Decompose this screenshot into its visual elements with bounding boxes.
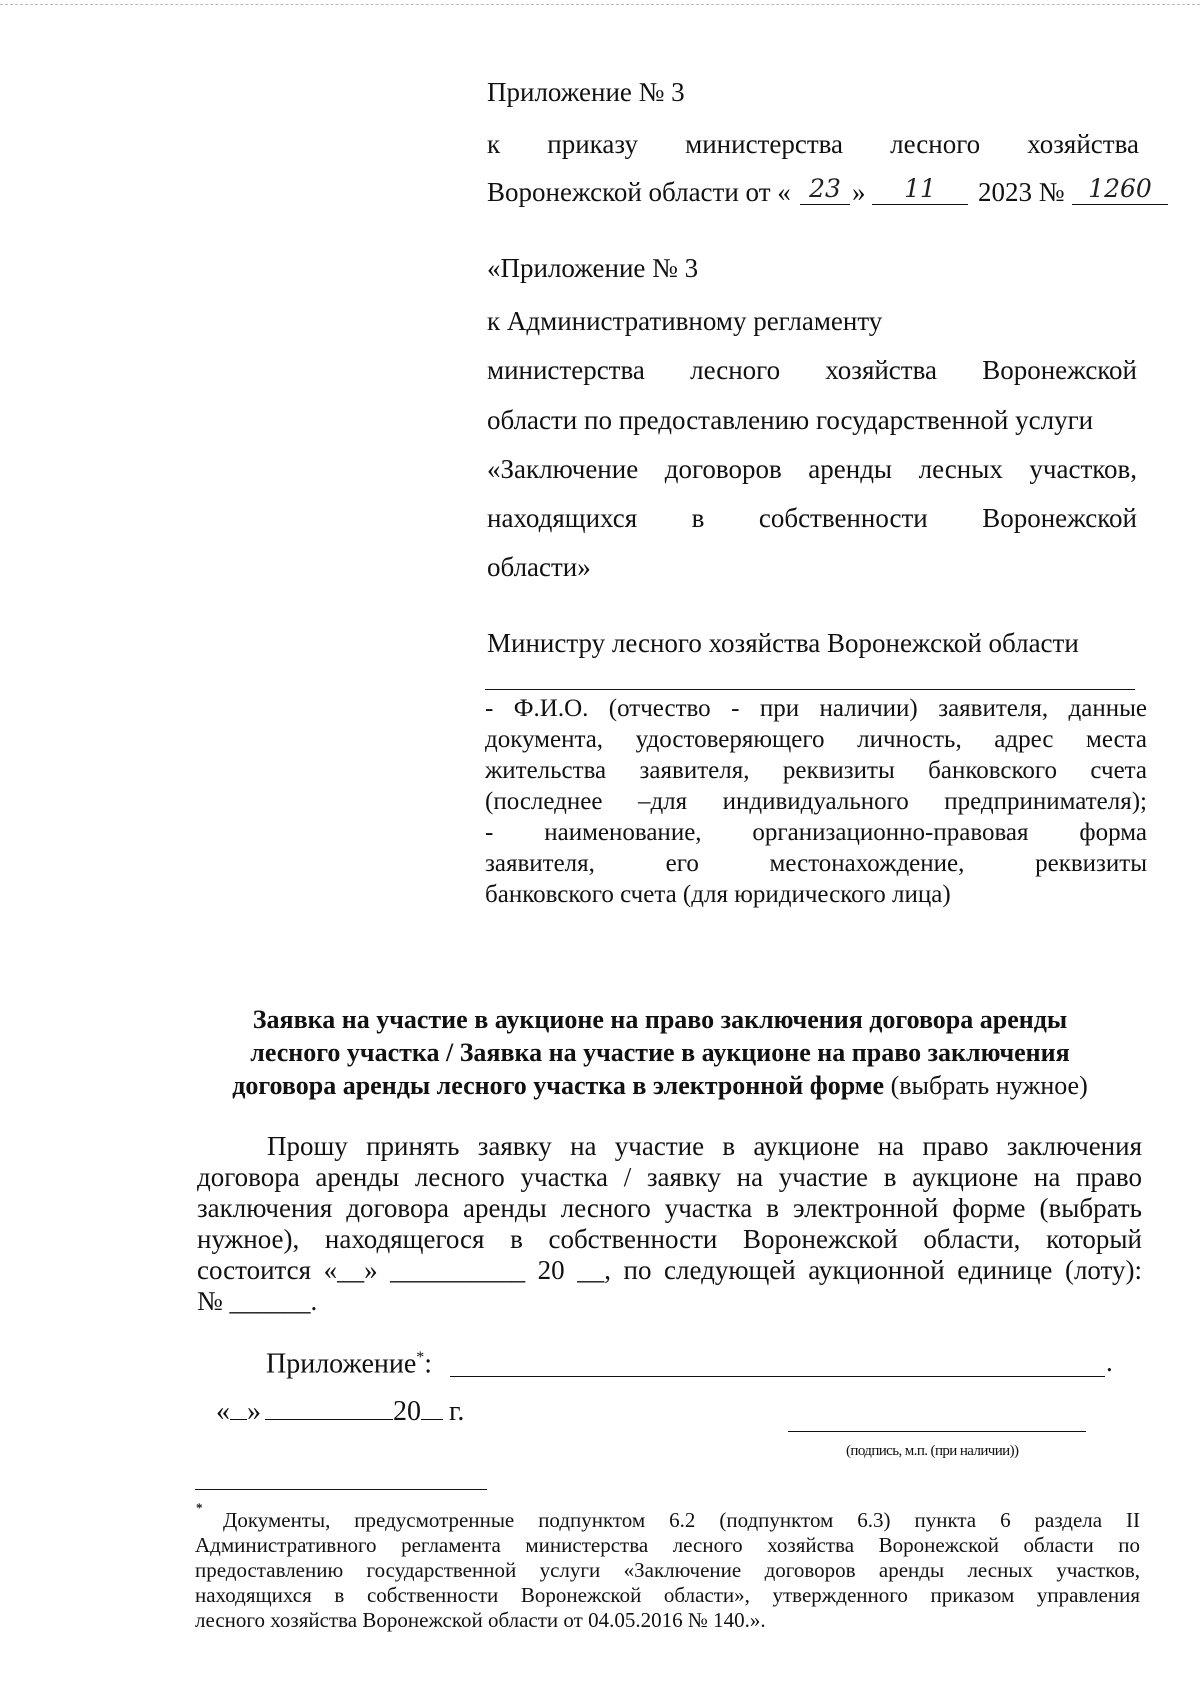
date-year-blank <box>421 1419 443 1420</box>
regulation-line: области» <box>487 552 591 582</box>
footnote-ref-mark: * <box>416 1349 425 1366</box>
date-year-suffix: г. <box>449 1396 465 1427</box>
footnote-line <box>195 1508 1140 1533</box>
attachment-end-period: . <box>1106 1347 1113 1377</box>
handwritten-month: 11 <box>872 174 968 205</box>
hint-line: жительства заявителя, реквизиты банковского счета <box>485 757 1147 784</box>
body-line <box>197 1131 1142 1162</box>
applicant-blank-line <box>485 689 1135 690</box>
hint-line: - Ф.И.О. (отчество - при наличии) заявителя, данные <box>485 695 1147 722</box>
date-quote-open: « <box>216 1396 230 1427</box>
application-title <box>180 1003 1140 1102</box>
date-month-blank <box>265 1419 393 1420</box>
footnote-separator <box>195 1489 487 1490</box>
attachment-colon: : <box>424 1348 433 1380</box>
body-line: состоится «__» __________ 20 __, по следующей аукционной единице (лоту): <box>197 1255 1142 1285</box>
attachment-row <box>266 1342 432 1380</box>
body-line: нужное), находящегося в собственности Воронежской области, который <box>197 1224 1142 1254</box>
attachment-blank-line <box>450 1376 1105 1377</box>
hint-line: (последнее –для индивидуального предпринимателя); <box>485 788 1147 815</box>
appendix-title: Приложение № 3 <box>487 77 685 107</box>
body-line-text: Прошу принять заявку на участие в аукционе на право заключения <box>267 1131 1142 1161</box>
regulation-line: области по предоставлению государственной услуги <box>487 405 1094 435</box>
quote-close: » <box>852 177 866 207</box>
date-year-prefix: 20 <box>393 1396 421 1427</box>
hint-line: банковского счета (для юридического лица) <box>485 881 951 908</box>
regulation-line: министерства лесного хозяйства Воронежской <box>487 355 1137 385</box>
footnote-text <box>195 1508 1140 1633</box>
region-prefix: Воронежской области от « <box>487 177 791 207</box>
handwritten-day: 23 <box>800 174 850 205</box>
hint-line: заявителя, его местонахождение, реквизиты <box>485 850 1147 877</box>
signature-line <box>788 1431 1086 1432</box>
body-line: договора аренды лесного участка / заявку на участие в аукционе на право <box>197 1162 1142 1192</box>
regulation-line: «Приложение № 3 <box>487 253 699 283</box>
title-line-bold: договора аренды лесного участка в электронной форме <box>232 1071 885 1100</box>
body-line: заключения договора аренды лесного участка в электронной форме (выбрать <box>197 1193 1142 1223</box>
signature-caption: (подпись, м.п. (при наличии)) <box>846 1443 1019 1459</box>
hint-line: документа, удостоверяющего личность, адрес места <box>485 726 1147 753</box>
year-and-number-label: 2023 № <box>978 177 1065 207</box>
footnote-line: лесного хозяйства Воронежской области от 04.05.2016 № 140.». <box>195 1608 766 1632</box>
footnote-line: находящихся в собственности Воронежской области», утвержденного приказом управления <box>195 1583 1140 1607</box>
date-day-blank <box>230 1419 247 1420</box>
title-line: Заявка на участие в аукционе на право заключения договора аренды <box>252 1005 1068 1034</box>
body-line: № ______. <box>197 1286 318 1316</box>
signing-date <box>216 1396 464 1428</box>
order-word: приказу <box>547 129 638 159</box>
footnote-line: предоставлению государственной услуги «Заключение договоров аренды лесных участков, <box>195 1558 1140 1582</box>
attachment-label: Приложение <box>266 1348 417 1380</box>
order-word: к <box>487 129 501 159</box>
application-body <box>197 1131 1142 1317</box>
footnote-line: Административного регламента министерства лесного хозяйства Воронежской области по <box>195 1533 1140 1557</box>
title-choose-note: (выбрать нужное) <box>884 1071 1088 1100</box>
regulation-line: находящихся в собственности Воронежской <box>487 503 1137 533</box>
handwritten-order-number: 1260 <box>1072 174 1168 205</box>
addressee-minister: Министру лесного хозяйства Воронежской области <box>487 628 1079 658</box>
order-line <box>487 128 1139 160</box>
footnote-line-text: Документы, предусмотренные подпунктом 6.2 (подпунктом 6.3) пункта 6 раздела II <box>223 1508 1140 1532</box>
applicant-details-hint <box>485 693 1147 910</box>
footnote-mark: * <box>196 1500 203 1515</box>
scan-edge-line <box>0 4 1200 5</box>
order-word: министерства <box>685 129 844 159</box>
order-word: лесного <box>890 129 981 159</box>
date-quote-close: » <box>247 1396 261 1427</box>
order-word: хозяйства <box>1027 129 1139 159</box>
hint-line: - наименование, организационно-правовая форма <box>485 819 1147 846</box>
regulation-line: к Административному регламенту <box>487 306 883 336</box>
regulation-line: «Заключение договоров аренды лесных участков, <box>487 454 1137 484</box>
title-line: лесного участка / Заявка на участие в аукционе на право заключения <box>250 1038 1070 1067</box>
